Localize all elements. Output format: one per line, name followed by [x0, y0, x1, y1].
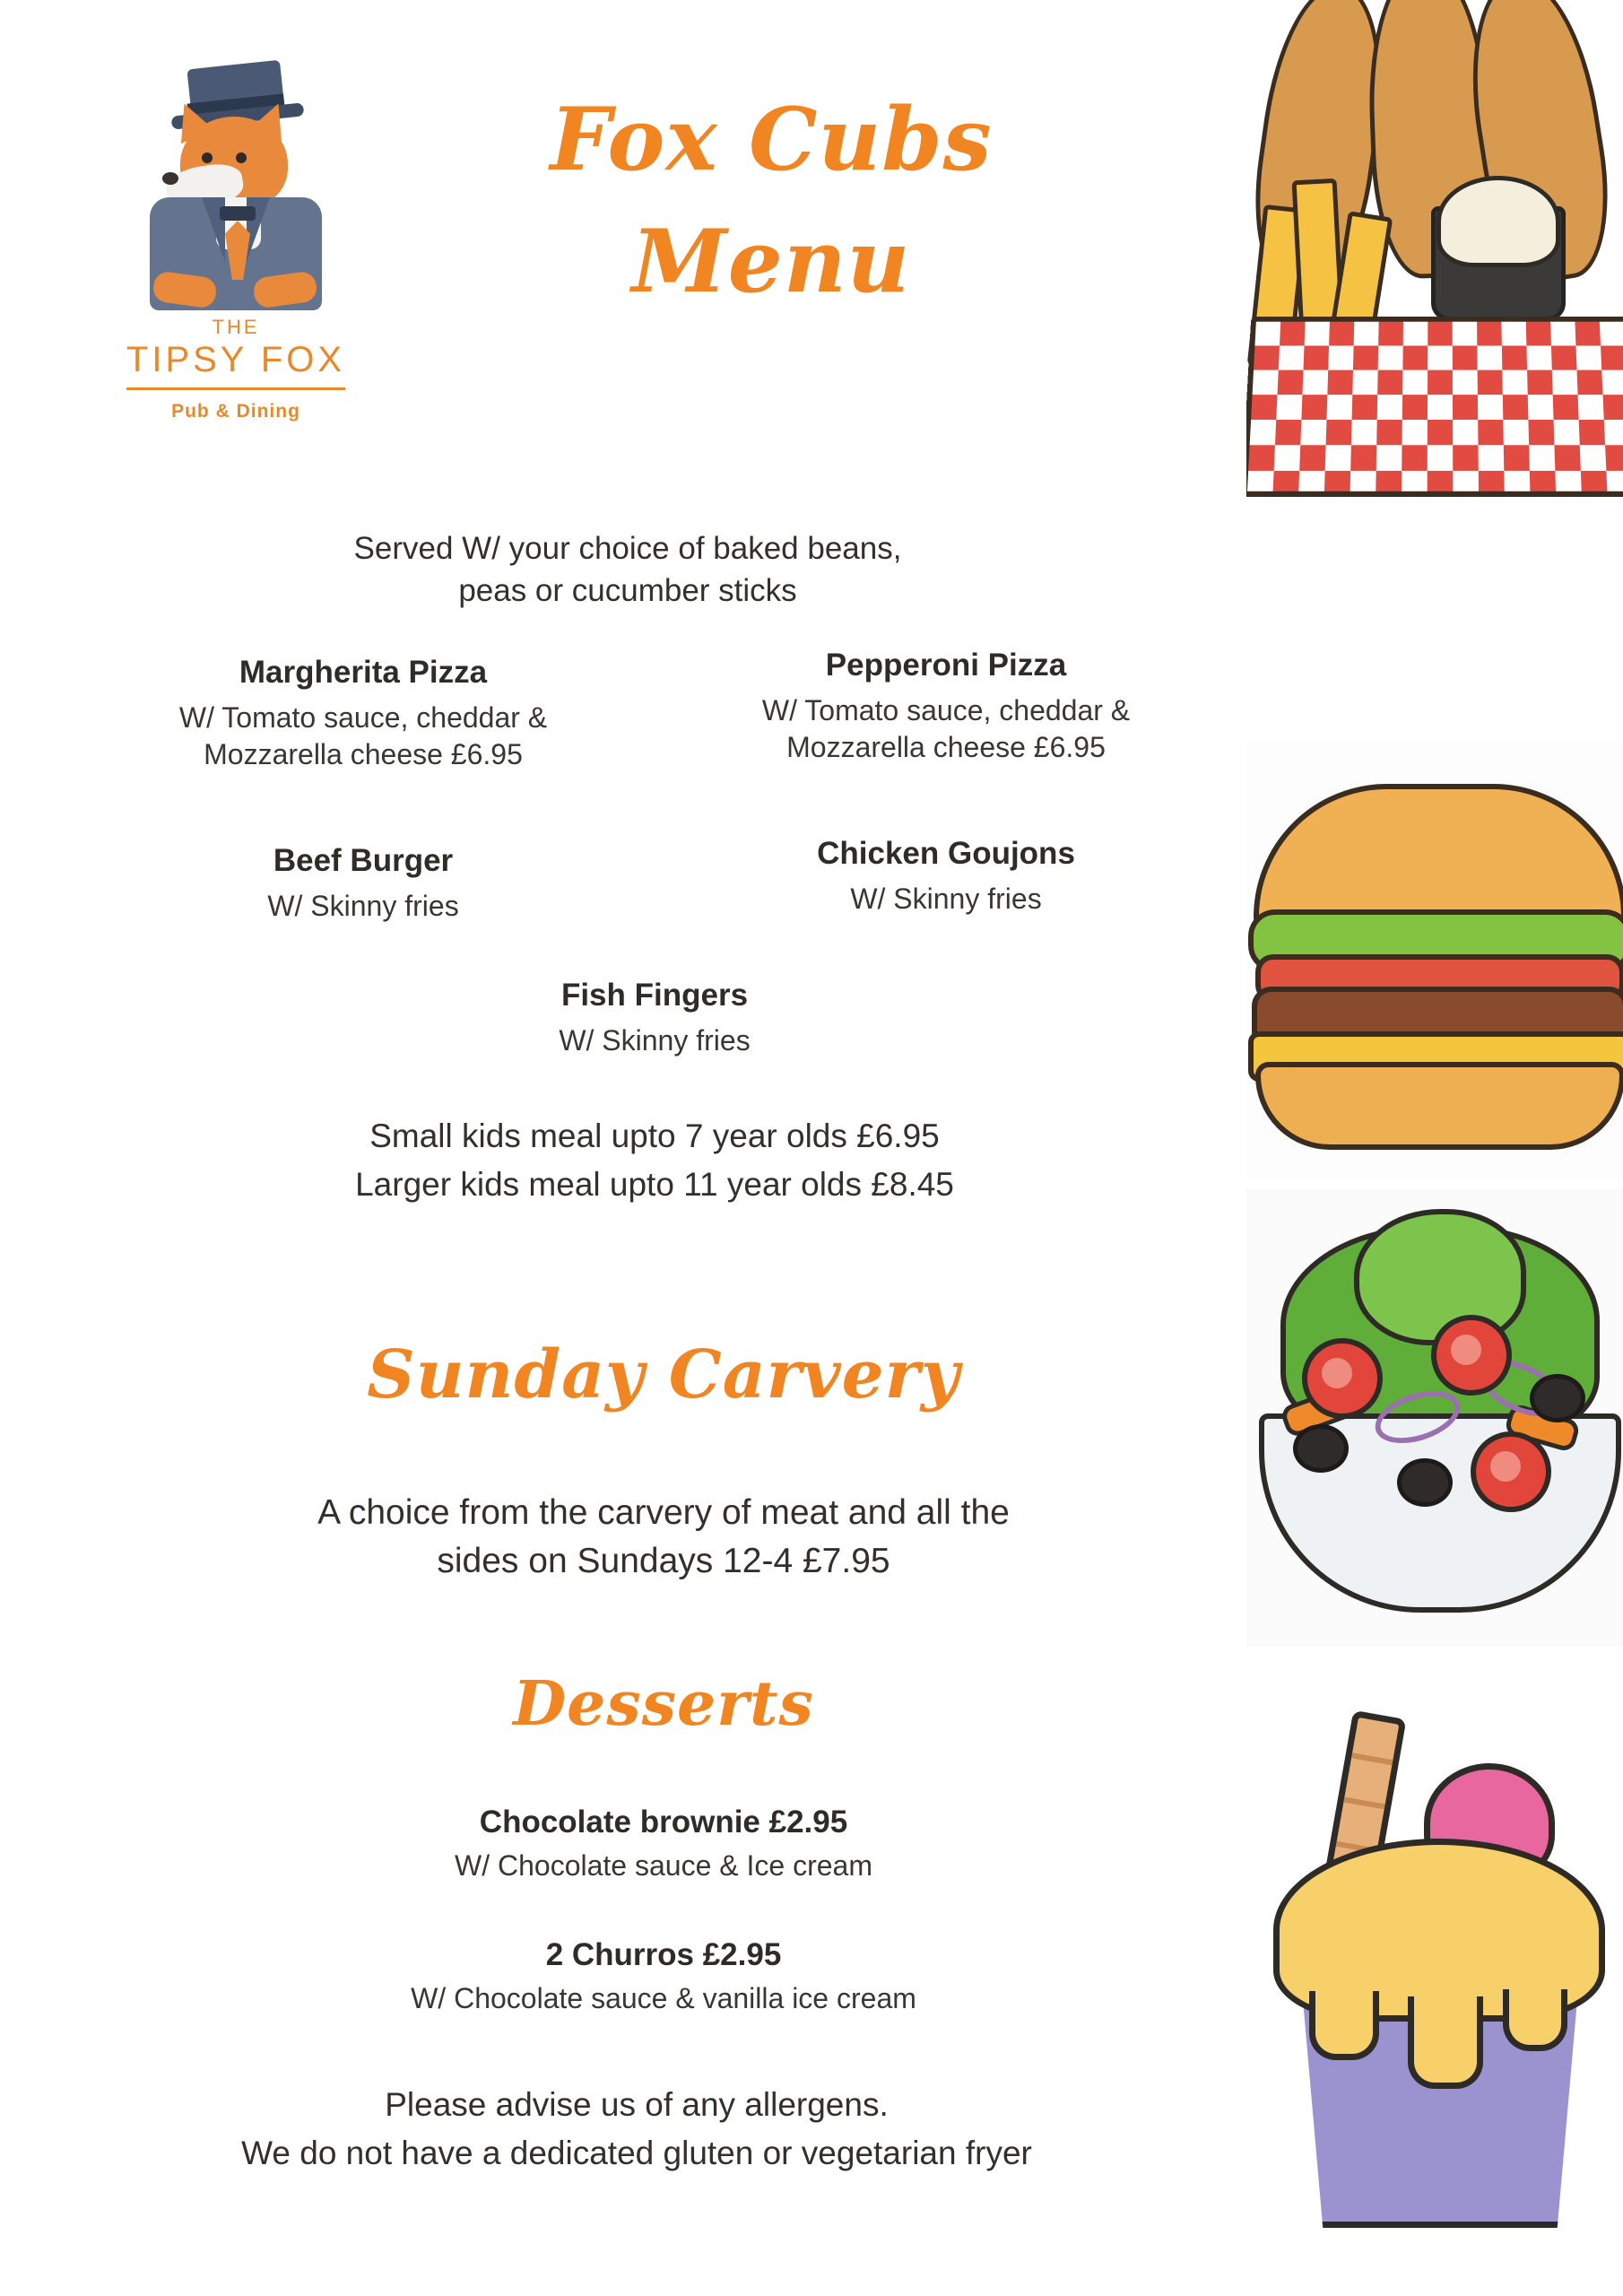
photo-column [1246, 0, 1623, 2296]
dessert-desc: W/ Chocolate sauce & Ice cream [455, 1849, 872, 1882]
brand-logo [97, 63, 375, 422]
allergen-notice [27, 2081, 1246, 2177]
carvery-line-2: sides on Sundays 12-4 £7.95 [437, 1541, 890, 1580]
menu-item-fish-fingers [72, 978, 1237, 1059]
allergen-line-2: We do not have a dedicated gluten or vegetarian fryer [241, 2134, 1032, 2171]
page-title-line-2: Menu [631, 211, 911, 313]
dessert-desc: W/ Chocolate sauce & vanilla ice cream [411, 1982, 916, 2014]
menu-item-desc-line-2: Mozzarella cheese £6.95 [786, 730, 1106, 763]
menu-item-desc-line-2: Mozzarella cheese £6.95 [204, 737, 523, 770]
kids-meal-prices [72, 1112, 1237, 1208]
burger-photo [1246, 743, 1623, 1180]
served-with-line-1: Served W/ your choice of baked beans, [353, 531, 902, 566]
kids-menu-row-1 [72, 648, 1237, 773]
ice-cream-tub-photo [1246, 1677, 1623, 2296]
chicken-goujons-and-fries-photo [1246, 0, 1623, 735]
menu-item-beef-burger [72, 843, 655, 925]
page-title [430, 79, 1112, 324]
carvery-description [135, 1489, 1193, 1586]
menu-item-name: Pepperoni Pizza [825, 648, 1067, 683]
menu-item-margherita-pizza [72, 655, 655, 773]
menu-item-chicken-goujons [655, 836, 1237, 925]
menu-item-name: Fish Fingers [560, 978, 749, 1013]
page-title-line-1: Fox Cubs [550, 89, 993, 190]
carvery-line-1: A choice from the carvery of meat and all the [317, 1493, 1010, 1532]
large-meal-price: Larger kids meal upto 11 year olds £8.45 [355, 1165, 954, 1203]
menu-item-pepperoni-pizza [655, 648, 1237, 773]
brand-name: TIPSY FOX [126, 339, 345, 390]
served-with-line-2: peas or cucumber sticks [458, 573, 797, 609]
allergen-line-1: Please advise us of any allergens. [385, 2086, 889, 2123]
dessert-item-churros [108, 1937, 1219, 2015]
served-with-note [126, 527, 1130, 613]
kids-menu-row-2 [72, 835, 1237, 925]
brand-tagline: Pub & Dining [171, 401, 300, 422]
kids-menu-items [72, 648, 1237, 925]
section-title-desserts: Desserts [513, 1668, 814, 1740]
menu-item-desc-line-1: W/ Tomato sauce, cheddar & [761, 694, 1131, 726]
menu-item-desc-line-1: W/ Tomato sauce, cheddar & [178, 701, 548, 734]
menu-item-name: Beef Burger [273, 842, 454, 878]
fox-in-top-hat-logo-icon [119, 63, 352, 314]
section-title-sunday-carvery: Sunday Carvery [367, 1336, 960, 1413]
menu-item-desc-line-1: W/ Skinny fries [850, 882, 1042, 915]
menu-item-name: Margherita Pizza [239, 655, 488, 690]
menu-item-desc-line-1: W/ Skinny fries [559, 1024, 751, 1057]
brand-the-label: THE [212, 316, 260, 338]
dessert-name: Chocolate brownie £2.95 [479, 1805, 848, 1839]
menu-item-name: Chicken Goujons [817, 835, 1075, 871]
dessert-name: 2 Churros £2.95 [545, 1937, 782, 1972]
dessert-item-chocolate-brownie [108, 1805, 1219, 1883]
salad-bowl-photo [1246, 1189, 1623, 1647]
small-meal-price: Small kids meal upto 7 year olds £6.95 [369, 1118, 940, 1154]
menu-item-desc-line-1: W/ Skinny fries [267, 889, 459, 922]
